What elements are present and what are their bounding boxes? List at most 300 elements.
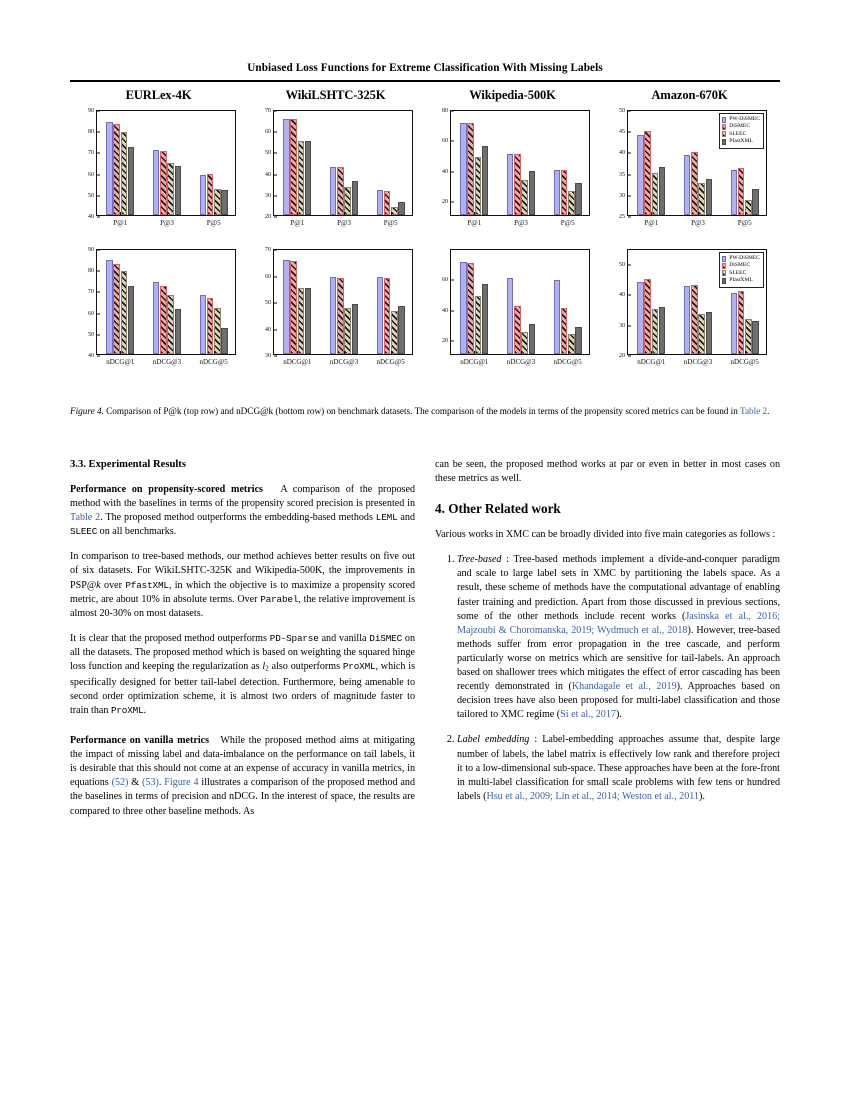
x-axis-tick-mark: [391, 351, 392, 354]
bar-pfastxml-Pat3: [706, 179, 712, 215]
bar-sleec-nDCGat1: [121, 271, 127, 354]
x-axis-tick-mark: [167, 351, 168, 354]
legend-row: [722, 123, 760, 130]
eq-53-link[interactable]: (53): [142, 777, 159, 789]
y-axis-tick-mark: [628, 265, 631, 266]
y-axis-tick-label: 90: [88, 247, 94, 253]
bar-pfastxml-nDCGat3: [352, 304, 358, 354]
item1-text-f: ).: [615, 709, 622, 721]
x-axis-tick-mark: [344, 212, 345, 215]
bar-sleec-Pat3: [521, 180, 527, 215]
code-proxml-1: ProXML: [342, 661, 376, 673]
y-axis-tick-label: 50: [619, 262, 625, 269]
y-axis-tick-mark: [97, 250, 100, 251]
y-axis-tick-mark: [97, 153, 100, 154]
legend-row: [722, 138, 760, 145]
bar-dismec-nDCGat3: [691, 285, 697, 354]
x-axis-tick-label: nDCG@3: [152, 358, 182, 366]
y-axis-tick-mark: [274, 153, 277, 154]
bar-pfastxml-nDCGat1: [305, 288, 311, 354]
y-axis-tick-label: 30: [619, 322, 625, 329]
x-axis-tick-label: P@5: [206, 219, 221, 227]
y-axis-tick-mark: [274, 195, 277, 196]
legend-swatch-pfastxml: [722, 278, 726, 284]
bar-dismec-nDCGat5: [561, 308, 567, 354]
bar-sleec-nDCGat3: [344, 308, 350, 354]
x-axis-tick-mark: [297, 212, 298, 215]
chart-amazon-670k-bottom: [601, 243, 778, 393]
x-axis-tick-mark: [651, 351, 652, 354]
y-axis-tick-mark: [274, 132, 277, 133]
item2-title: Label embedding: [457, 734, 530, 746]
legend-label: SLEEC: [729, 269, 747, 276]
y-axis-tick-label: 50: [88, 331, 94, 338]
item1-text-d: ). However, tree-based methods suffer from error propagation in the tree cascade, and perform particularly worse on metrics which are sensitive for tail-labels. An approach based on shallower trees which mitigates the effect of error cascading has been recently demonstrated in (: [457, 624, 780, 693]
bar-dismec-nDCGat1: [644, 279, 650, 354]
item2-sep-1: ;: [550, 790, 556, 802]
bar-dismec-nDCGat1: [290, 261, 296, 354]
list-item-label-embedding: [457, 733, 780, 803]
p3-text-c: on all the datasets. The proposed method which is based on weighting the squared hinge loss function and keeping the regularization as: [70, 632, 415, 673]
y-axis-tick-mark: [451, 201, 454, 202]
p3-l-subscript: 2: [265, 663, 269, 673]
y-axis-tick-label: 20: [442, 198, 448, 205]
x-axis-tick-mark: [698, 351, 699, 354]
y-axis-tick-mark: [274, 303, 277, 304]
legend-swatch-pw-dismec: [722, 256, 726, 262]
x-axis-tick-mark: [745, 351, 746, 354]
y-axis-tick-label: 60: [442, 138, 448, 145]
bar-dismec-nDCGat3: [337, 278, 343, 354]
y-axis-tick-label: 20: [619, 353, 625, 359]
x-axis-tick-label: P@3: [160, 219, 174, 227]
chart-legend: [719, 252, 764, 288]
bar-sleec-Pat3: [167, 163, 173, 215]
x-axis-tick-mark: [521, 351, 522, 354]
x-axis-tick-mark: [120, 351, 121, 354]
bar-pw-dismec-Pat3: [330, 167, 336, 215]
y-axis-tick-mark: [451, 111, 454, 112]
p1-table2-link[interactable]: Table 2: [70, 512, 101, 524]
y-axis-tick-mark: [97, 356, 100, 357]
bar-dismec-Pat1: [113, 124, 119, 215]
bar-pw-dismec-nDCGat5: [554, 280, 560, 355]
citation-majzoubi[interactable]: Majzoubi & Choromanska, 2019: [457, 624, 592, 636]
y-axis-tick-mark: [628, 356, 631, 357]
bar-dismec-nDCGat5: [207, 298, 213, 354]
p3-text-d: also outperforms: [268, 661, 343, 673]
bar-pfastxml-nDCGat5: [398, 306, 404, 354]
y-axis-tick-label: 50: [619, 108, 625, 114]
p3-text-e: , which is specifically designed for better tail-label detection. Furthermore, being amenable to second order optimization scheme, it is almost two orders of magnitude faster to train than: [70, 661, 415, 716]
x-axis-tick-label: P@1: [113, 219, 128, 227]
figure-4: [70, 88, 780, 398]
p3-l-italic: l: [262, 661, 266, 673]
bar-dismec-Pat5: [738, 168, 744, 215]
y-axis-tick-mark: [97, 174, 100, 175]
bar-dismec-Pat3: [691, 152, 697, 215]
x-axis-tick-mark: [521, 212, 522, 215]
y-axis-tick-label: 90: [88, 108, 94, 114]
y-axis-tick-label: 60: [442, 277, 448, 284]
citation-jasinska[interactable]: Jasinska et al., 2016: [685, 610, 778, 622]
bar-sleec-Pat3: [344, 187, 350, 215]
bar-pw-dismec-Pat1: [106, 122, 112, 215]
x-axis-tick-mark: [120, 212, 121, 215]
item2-sep-2: ;: [616, 790, 622, 802]
x-axis-tick-mark: [214, 212, 215, 215]
p1-text-d: on all benchmarks.: [97, 526, 177, 538]
bar-sleec-nDCGat1: [652, 309, 658, 354]
legend-label: PW-DiSMEC: [729, 116, 760, 122]
item1-sep-1: ;: [777, 610, 780, 622]
bar-pfastxml-nDCGat5: [752, 321, 758, 354]
bar-pfastxml-nDCGat3: [175, 309, 181, 354]
p3-text-b: and vanilla: [318, 632, 370, 644]
header-rule: [70, 80, 780, 82]
y-axis-tick-mark: [97, 313, 100, 314]
p2-text-d: , the relative improvement is almost 20-30% on most datasets.: [70, 593, 415, 619]
p4-text-c: .: [158, 777, 165, 789]
y-axis-tick-mark: [274, 356, 277, 357]
y-axis-tick-label: 70: [265, 108, 271, 114]
legend-row: [722, 116, 760, 123]
bar-pfastxml-nDCGat1: [128, 286, 134, 354]
paragraph-outperforms: [70, 632, 415, 718]
citation-lin[interactable]: Lin et al., 2014: [555, 790, 617, 802]
x-axis-tick-label: nDCG@5: [730, 358, 759, 366]
y-axis-tick-mark: [274, 250, 277, 251]
legend-swatch-dismec: [722, 124, 726, 130]
bar-pw-dismec-nDCGat3: [153, 282, 159, 354]
bar-chart-grid: [70, 88, 780, 393]
paragraph-vanilla: [70, 734, 415, 819]
y-axis-tick-mark: [628, 217, 631, 218]
caption-table-link[interactable]: Table 2: [739, 406, 768, 416]
bar-dismec-Pat5: [384, 191, 390, 215]
legend-row: [722, 255, 760, 262]
plot-area: [442, 108, 590, 227]
bar-dismec-nDCGat1: [467, 263, 473, 354]
legend-swatch-sleec: [722, 270, 726, 276]
bar-pw-dismec-nDCGat5: [377, 277, 383, 354]
paragraph-tree-comparison: [70, 550, 415, 620]
chart-title: WikiLSHTC-325K: [285, 88, 386, 102]
bar-pw-dismec-nDCGat1: [106, 260, 112, 354]
bar-pw-dismec-nDCGat3: [684, 286, 690, 354]
bar-sleec-Pat1: [652, 173, 658, 215]
bar-pw-dismec-Pat3: [684, 155, 690, 215]
bar-pw-dismec-Pat5: [200, 175, 206, 215]
x-axis-tick-label: nDCG@3: [329, 358, 359, 366]
code-sleec: SLEEC: [70, 526, 98, 538]
citation-si[interactable]: Si et al., 2017: [560, 709, 616, 721]
bar-pfastxml-Pat1: [482, 146, 488, 216]
x-axis-tick-label: P@1: [644, 219, 659, 227]
y-axis-tick-mark: [451, 310, 454, 311]
y-axis-tick-mark: [628, 174, 631, 175]
citation-weston[interactable]: Weston et al., 2011: [621, 790, 699, 802]
y-axis-tick-label: 60: [88, 171, 94, 178]
x-axis-tick-label: nDCG@3: [683, 358, 713, 366]
bar-dismec-Pat1: [644, 131, 650, 215]
bar-pfastxml-nDCGat1: [659, 307, 665, 354]
bar-pw-dismec-Pat1: [460, 123, 466, 215]
bar-sleec-Pat1: [121, 132, 127, 215]
chart-wikipedia-500k-bottom: [424, 243, 601, 393]
code-pd-sparse: PD-Sparse: [269, 632, 319, 644]
y-axis-tick-mark: [274, 329, 277, 330]
bar-pfastxml-Pat3: [175, 166, 181, 215]
x-axis-tick-label: P@3: [514, 219, 528, 227]
bar-pfastxml-Pat3: [352, 181, 358, 215]
chart-wikilshtc-325k-bottom: [247, 243, 424, 393]
code-proxml-2: ProXML: [110, 704, 144, 716]
x-axis-tick-mark: [651, 212, 652, 215]
y-axis-tick-label: 70: [88, 150, 94, 157]
bar-sleec-nDCGat5: [214, 308, 220, 354]
bar-pfastxml-Pat1: [128, 147, 134, 215]
plot-area: [442, 249, 590, 366]
bar-dismec-Pat3: [337, 167, 343, 215]
bar-sleec-Pat1: [298, 141, 304, 215]
bar-sleec-nDCGat5: [391, 311, 397, 354]
bar-dismec-Pat1: [290, 119, 296, 215]
bar-sleec-Pat1: [475, 157, 481, 215]
y-axis-tick-mark: [97, 271, 100, 272]
bar-sleec-nDCGat3: [521, 332, 527, 354]
y-axis-tick-mark: [97, 132, 100, 133]
legend-swatch-sleec: [722, 131, 726, 137]
bar-pfastxml-nDCGat3: [529, 324, 535, 354]
chart-wikipedia-500k-top: [424, 88, 601, 238]
p4-text-d: illustrates a comparison of the proposed method and the baselines in terms of precision and nDCG. In the interest of space, the results are compared to three other baseline methods. As: [70, 777, 415, 817]
item1-text-e: ). Approaches based on decision trees have also been proposed for multi-label classification and those tailored to XMC regime (: [457, 681, 780, 721]
legend-label: DiSMEC: [729, 123, 751, 130]
y-axis-tick-label: 40: [619, 150, 625, 157]
y-axis-tick-mark: [97, 195, 100, 196]
bar-sleec-Pat5: [745, 200, 751, 215]
y-axis-tick-label: 40: [442, 168, 448, 175]
x-axis-tick-label: nDCG@5: [199, 358, 228, 366]
y-axis-tick-mark: [97, 334, 100, 335]
paragraph-xmc-intro: Various works in XMC can be broadly divided into five main categories as follows :: [435, 529, 776, 541]
running-head: Unbiased Loss Functions for Extreme Classification With Missing Labels: [247, 62, 603, 74]
paragraph-continuation: can be seen, the proposed method works at par or even in better in most cases on these metrics as well.: [435, 459, 780, 485]
bar-sleec-nDCGat5: [745, 319, 751, 354]
citation-khandagale[interactable]: Khandagale et al., 2019: [571, 681, 677, 693]
list-item-tree-based: [457, 553, 780, 722]
x-axis-tick-mark: [344, 351, 345, 354]
bar-pfastxml-Pat1: [305, 141, 311, 215]
plot-area: [265, 108, 413, 227]
bar-pfastxml-nDCGat5: [221, 328, 227, 354]
legend-row: [722, 262, 760, 269]
citation-hsu[interactable]: Hsu et al., 2009: [486, 790, 551, 802]
bar-pw-dismec-nDCGat3: [507, 278, 513, 354]
p2-text-a: In comparison to tree-based methods, our method achieves better results on five out of six datasets. For WikiLSHTC-325K and Wikipedia-500K, the improvements in PSP@: [70, 551, 415, 591]
y-axis-tick-label: 60: [265, 129, 271, 136]
paragraph-propensity: [70, 483, 415, 539]
y-axis-tick-label: 30: [265, 192, 271, 199]
bar-pw-dismec-Pat5: [377, 190, 383, 215]
x-axis-tick-label: P@3: [691, 219, 705, 227]
bar-pw-dismec-nDCGat1: [460, 262, 466, 354]
x-axis-tick-mark: [568, 351, 569, 354]
section-heading-4: 4. Other Related work: [435, 501, 561, 517]
caption-text-1: Comparison of P@k (top row) and nDCG@k (bottom row) on benchmark datasets. The comparison of the models in terms of the propensity scored metrics can be found in: [103, 406, 740, 416]
eq-52-link[interactable]: (52): [111, 777, 129, 789]
x-axis-tick-label: nDCG@3: [506, 358, 536, 366]
item1-title: Tree-based: [457, 554, 502, 566]
caption-label: Figure 4.: [70, 406, 104, 416]
chart-wikilshtc-325k-top: [247, 88, 424, 238]
y-axis-tick-label: 60: [88, 310, 94, 317]
bar-pfastxml-Pat1: [659, 167, 665, 215]
x-axis-tick-mark: [214, 351, 215, 354]
bar-pfastxml-nDCGat1: [482, 284, 488, 354]
legend-swatch-pw-dismec: [722, 117, 726, 123]
x-axis-tick-label: P@5: [737, 219, 752, 227]
item2-text-a: : Label-embedding approaches assume that, despite large number of labels, the label matrix is effectively low rank and therefore project it to a low-dimensional sub-space. These approaches have been at the fore-front in multi-label classification for small scale problems with few tens or hundred labels (: [457, 734, 780, 802]
plot-area: [88, 108, 236, 227]
bar-sleec-Pat3: [698, 183, 704, 215]
citation-wydmuch[interactable]: Wydmuch et al., 2018: [597, 624, 688, 636]
x-axis-tick-mark: [167, 212, 168, 215]
y-axis-tick-mark: [274, 276, 277, 277]
y-axis-tick-label: 70: [265, 247, 271, 253]
runin-vanilla: Performance on vanilla metrics: [70, 735, 210, 747]
bar-pw-dismec-nDCGat5: [200, 295, 206, 354]
y-axis-tick-label: 30: [265, 353, 271, 359]
x-axis-tick-label: P@5: [560, 219, 575, 227]
caption-text-2: .: [767, 406, 770, 416]
chart-eurlex-4k-top: [70, 88, 247, 238]
chart-eurlex-4k-bottom: [70, 243, 247, 393]
y-axis-tick-label: 45: [619, 129, 625, 136]
item1-sep-2: ;: [591, 624, 598, 636]
bar-dismec-Pat5: [207, 174, 213, 215]
plot-area: [265, 247, 413, 366]
x-axis-tick-mark: [474, 212, 475, 215]
y-axis-tick-label: 40: [265, 326, 271, 333]
legend-swatch-dismec: [722, 263, 726, 269]
x-axis-tick-mark: [297, 351, 298, 354]
legend-swatch-pfastxml: [722, 139, 726, 145]
x-axis-tick-label: nDCG@1: [460, 358, 489, 366]
x-axis-tick-label: nDCG@1: [106, 358, 135, 366]
x-axis-tick-mark: [391, 212, 392, 215]
bar-dismec-nDCGat3: [514, 306, 520, 354]
y-axis-tick-label: 80: [88, 129, 94, 136]
right-column: [435, 458, 780, 815]
bar-dismec-Pat3: [514, 154, 520, 215]
y-axis-tick-label: 30: [619, 192, 625, 199]
legend-label: PfastXML: [729, 277, 753, 284]
x-axis-tick-label: P@1: [467, 219, 482, 227]
bar-pw-dismec-Pat1: [283, 119, 289, 215]
y-axis-tick-label: 35: [619, 171, 625, 178]
y-axis-tick-label: 70: [88, 289, 94, 296]
chart-legend: [719, 113, 764, 149]
bar-pfastxml-nDCGat5: [575, 327, 581, 354]
y-axis-tick-label: 25: [619, 214, 625, 220]
y-axis-tick-label: 50: [265, 150, 271, 157]
y-axis-tick-label: 40: [88, 214, 94, 220]
bar-dismec-Pat1: [467, 123, 473, 215]
x-axis-tick-label: nDCG@5: [376, 358, 405, 366]
figure-4-link[interactable]: Figure 4: [164, 777, 199, 789]
p3-text-f: .: [143, 704, 147, 716]
code-pfastxml: PfastXML: [125, 579, 169, 591]
y-axis-tick-mark: [628, 111, 631, 112]
left-column: [70, 458, 415, 830]
y-axis-tick-mark: [97, 111, 100, 112]
bar-pw-dismec-nDCGat5: [731, 293, 737, 354]
related-work-list: [435, 553, 780, 804]
y-axis-tick-mark: [451, 340, 454, 341]
bar-sleec-nDCGat5: [568, 334, 574, 354]
y-axis-tick-label: 50: [88, 192, 94, 199]
bar-pfastxml-Pat5: [398, 202, 404, 215]
x-axis-tick-label: P@3: [337, 219, 351, 227]
p2-k-italic: k: [96, 579, 101, 591]
bar-dismec-Pat5: [561, 170, 567, 215]
bar-pfastxml-Pat5: [575, 183, 581, 215]
code-parabel: Parabel: [260, 593, 299, 605]
plot-area: [619, 108, 767, 227]
legend-label: PfastXML: [729, 138, 753, 145]
item2-text-d: ).: [698, 790, 705, 802]
chart-title: Wikipedia-500K: [469, 88, 556, 102]
legend-label: SLEEC: [729, 130, 747, 137]
y-axis-tick-label: 40: [619, 292, 625, 299]
y-axis-tick-label: 40: [442, 307, 448, 314]
y-axis-tick-mark: [274, 174, 277, 175]
y-axis-tick-label: 20: [442, 337, 448, 344]
x-axis-tick-label: P@1: [290, 219, 305, 227]
chart-amazon-670k-top: [601, 88, 778, 238]
chart-title: EURLex-4K: [125, 88, 192, 102]
x-axis-tick-mark: [745, 212, 746, 215]
plot-area: [619, 249, 767, 366]
bar-sleec-nDCGat3: [698, 314, 704, 354]
p1-text-c: and: [397, 512, 415, 524]
x-axis-tick-label: nDCG@1: [637, 358, 666, 366]
bar-sleec-Pat5: [214, 189, 220, 215]
y-axis-tick-label: 60: [265, 273, 271, 280]
bar-pw-dismec-Pat1: [637, 135, 643, 215]
y-axis-tick-mark: [628, 325, 631, 326]
bar-sleec-Pat5: [568, 191, 574, 215]
p1-text-b: . The proposed method outperforms the embedding-based methods: [100, 512, 376, 524]
y-axis-tick-label: 20: [265, 214, 271, 220]
x-axis-tick-mark: [474, 351, 475, 354]
bar-pw-dismec-nDCGat1: [283, 260, 289, 354]
y-axis-tick-label: 80: [88, 268, 94, 275]
bar-pw-dismec-Pat3: [153, 150, 159, 215]
bar-sleec-nDCGat1: [475, 296, 481, 354]
item1-text-a: : Tree-based methods implement a divide-and-conquer paradigm and scale to large label sets in XMC by partitioning the labels space. As a result, these scheme of methods have the computational advantage of enabling faster training and prediction. Apart from those discussed in previous sections, some of the other methods include recent works (: [457, 554, 780, 622]
p2-text-c: , in which the objective is to maximize a propensity scored metric, are about 10% in absolute terms. Over: [70, 579, 416, 605]
x-axis-tick-label: nDCG@5: [553, 358, 582, 366]
bar-dismec-Pat3: [160, 151, 166, 215]
p4-text-b: &: [128, 777, 143, 789]
bar-dismec-nDCGat3: [160, 286, 166, 354]
y-axis-tick-mark: [628, 195, 631, 196]
x-axis-tick-mark: [568, 212, 569, 215]
runin-propensity: Performance on propensity-scored metrics: [70, 484, 263, 495]
